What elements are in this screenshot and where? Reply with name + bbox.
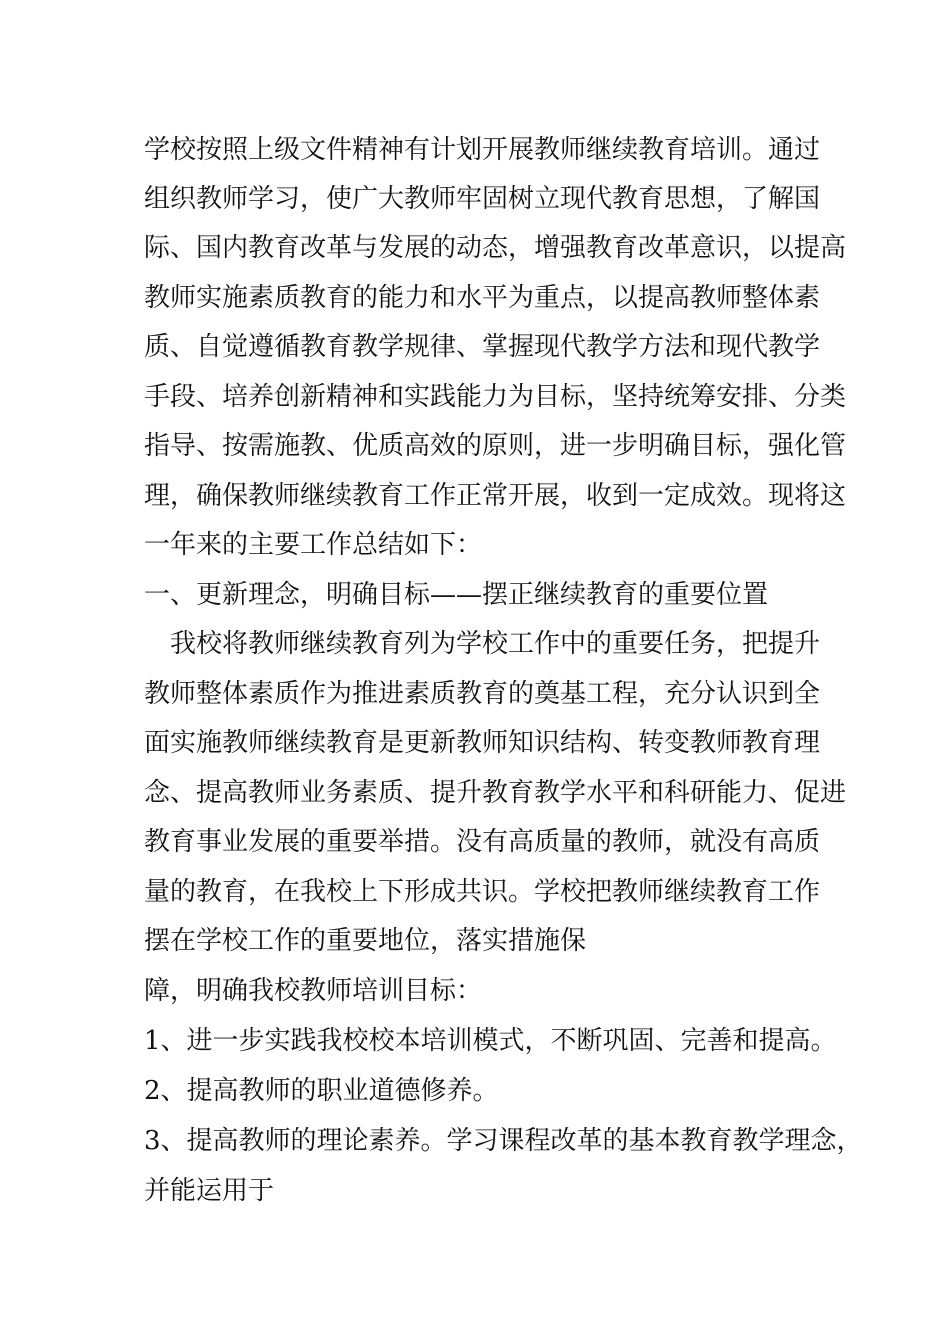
list-item: 3、提高教师的理论素养。学习课程改革的基本教育教学理念， [144, 1126, 863, 1156]
paragraph-line: 障，明确我校教师培训目标： [144, 976, 483, 1006]
list-item-continuation: 并能运用于 [144, 1176, 275, 1206]
paragraph-line: 教师整体素质作为推进素质教育的奠基工程，充分认识到全 [144, 679, 821, 709]
paragraph-line: 际、国内教育改革与发展的动态，增强教育改革意识，以提高 [144, 233, 847, 263]
list-item: 1、进一步实践我校校本培训模式，不断巩固、完善和提高。 [144, 1026, 837, 1056]
paragraph-line: 组织教师学习，使广大教师牢固树立现代教育思想，了解国 [144, 184, 821, 214]
paragraph-line: 我校将教师继续教育列为学校工作中的重要任务，把提升 [170, 629, 821, 659]
paragraph-line: 量的教育，在我校上下形成共识。学校把教师继续教育工作 [144, 877, 821, 907]
paragraph-line: 念、提高教师业务素质、提升教育教学水平和科研能力、促进 [144, 778, 847, 808]
paragraph-line: 质、自觉遵循教育教学规律、掌握现代教学方法和现代教学 [144, 332, 821, 362]
paragraph-line: 摆在学校工作的重要地位，落实措施保 [144, 926, 587, 956]
paragraph-line: 手段、培养创新精神和实践能力为目标，坚持统筹安排、分类 [144, 382, 847, 412]
paragraph-line: 理，确保教师继续教育工作正常开展，收到一定成效。现将这 [144, 481, 847, 511]
paragraph-line: 教育事业发展的重要举措。没有高质量的教师，就没有高质 [144, 827, 821, 857]
paragraph-line: 学校按照上级文件精神有计划开展教师继续教育培训。通过 [144, 135, 821, 165]
paragraph-line: 一年来的主要工作总结如下： [144, 530, 483, 560]
section-heading: 一、更新理念，明确目标——摆正继续教育的重要位置 [144, 580, 769, 610]
paragraph-line: 教师实施素质教育的能力和水平为重点，以提高教师整体素 [144, 283, 821, 313]
paragraph-line: 面实施教师继续教育是更新教师知识结构、转变教师教育理 [144, 728, 821, 758]
list-item: 2、提高教师的职业道德修养。 [144, 1076, 499, 1106]
paragraph-line: 指导、按需施教、优质高效的原则，进一步明确目标，强化管 [144, 431, 847, 461]
